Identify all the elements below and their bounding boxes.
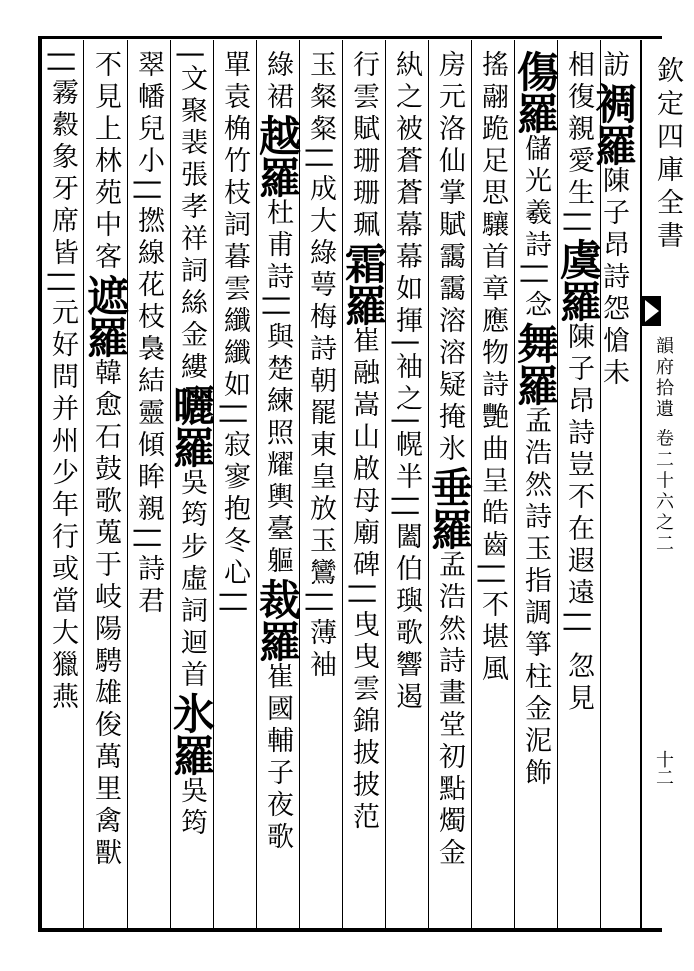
- text-column: 玉粲粲||成大綠萼梅詩朝罷東皇放玉鸞||薄袖: [305, 50, 336, 683]
- series-title: 欽定四庫全書: [652, 56, 683, 254]
- column-rule: [213, 40, 214, 930]
- headword: 虞羅: [554, 238, 603, 323]
- text-column: 翠幡兒小||撚線花枝裊結靈傾眸親||詩君: [133, 50, 164, 619]
- text-column: 行雲賦珊珊珮霜羅崔融嵩山啟母廟碑||曳曳雲錦披披范: [339, 50, 388, 835]
- text-column: |文聚裴張孝祥詞絲金縷曬羅吳筠步虛詞迴首氷羅吳筠: [167, 50, 216, 841]
- headword: 傷羅: [511, 50, 560, 134]
- column-rule: [127, 40, 128, 930]
- text-column: 綠裙越羅杜甫詩||與楚練照耀輿臺軀裁羅崔國輔子夜歌: [253, 50, 302, 855]
- text-column: 傷羅儲光羲詩||念舞羅孟浩然詩玉指調箏柱金泥飾: [511, 50, 560, 791]
- column-rule: [170, 40, 171, 930]
- text-column: 房元洛仙掌賦靄靄溶溶疑掩氷垂羅孟浩然詩畫堂初點燭金: [425, 50, 474, 870]
- headword: 舞羅: [511, 322, 560, 407]
- headword: 越羅: [253, 114, 302, 198]
- headword: 裯羅: [589, 82, 638, 166]
- volume-label: 韻府拾遺 卷二十六之二: [653, 336, 674, 555]
- text-column: 相復親愛生||虞羅陳子昂詩豈不在遐遠|| 忽見: [554, 50, 603, 716]
- text-column: 紈之被蒼蒼幕幕如揮|袖之|幌半||闔伯璵歌響遏: [391, 50, 422, 715]
- column-rule: [557, 40, 558, 930]
- headword: 氷羅: [167, 692, 216, 777]
- headword: 曬羅: [167, 384, 216, 469]
- column-rule: [514, 40, 515, 930]
- column-rule: [385, 40, 386, 930]
- headword: 裁羅: [253, 578, 302, 663]
- margin-rule: [640, 40, 642, 930]
- text-column: ||霧縠象牙席皆||元好問并州少年行或當大獵燕: [47, 50, 78, 715]
- text-column: 搖翮跪足思驤首章應物詩艷曲呈皓齒||不堪風: [477, 50, 508, 687]
- text-column: 訪裯羅陳子昂詩怨愴未: [589, 50, 638, 390]
- text-column: 單袁桷竹枝詞暮雲纖纖如||寂寥抱冬心||: [219, 50, 250, 619]
- column-rule: [342, 40, 343, 930]
- fishtail-notch: [645, 300, 659, 322]
- text-column: 不見上林苑中客遮羅韓愈石鼓歌蒐于岐陽騁雄俊萬里禽獸: [81, 50, 130, 870]
- headword: 霜羅: [339, 242, 388, 326]
- headword: 遮羅: [81, 274, 130, 358]
- page-number: 十二: [653, 750, 674, 786]
- column-rule: [83, 40, 84, 930]
- headword: 垂羅: [425, 466, 474, 550]
